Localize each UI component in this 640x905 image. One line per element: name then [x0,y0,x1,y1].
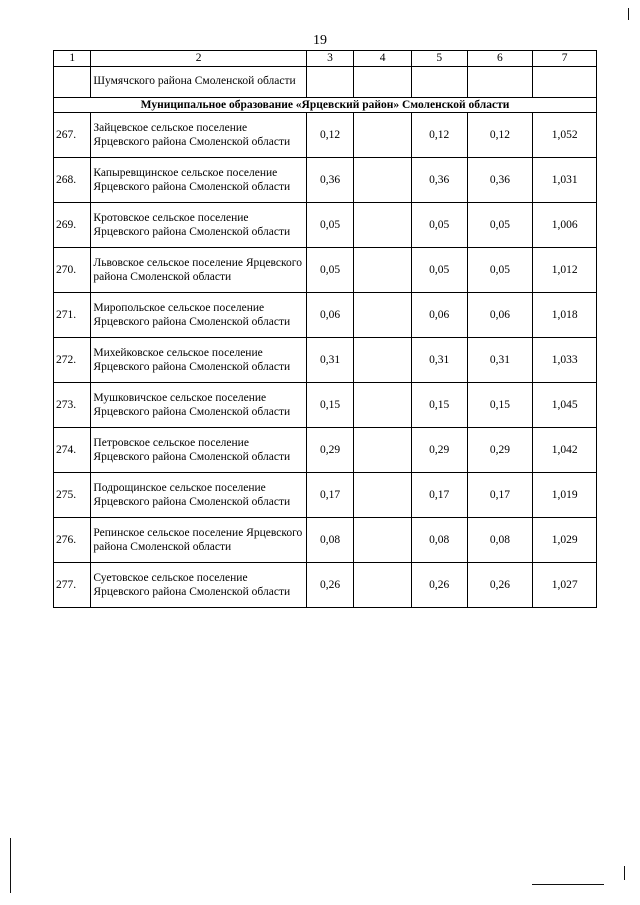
scan-mark-right-edge [624,866,625,880]
page-number: 19 [313,33,327,48]
value-col-3: 0,36 [306,158,354,203]
table-row [54,428,597,473]
table-row [54,383,597,428]
value-col-3: 0,06 [306,293,354,338]
municipality-name: Капыревщинское сельское поселение Ярцевского района Смоленской области [91,158,306,203]
value-col-7: 1,006 [533,203,597,248]
value-col-3: 0,31 [306,338,354,383]
table-row [54,338,597,383]
municipality-name: Львовское сельское поселение Ярцевского района Смоленской области [91,248,306,293]
municipality-name: Зайцевское сельское поселение Ярцевского района Смоленской области [91,113,306,158]
scan-mark-top-right [628,8,629,20]
value-col-7: 1,019 [533,473,597,518]
value-col-7: 1,045 [533,383,597,428]
value-col-3: 0,05 [306,203,354,248]
value-col-4 [354,113,412,158]
header-cell-5: 5 [411,51,467,67]
value-col-7: 1,031 [533,158,597,203]
table-row [54,248,597,293]
header-cell-6: 6 [467,51,533,67]
value-col-5: 0,06 [411,293,467,338]
value-col-4 [354,518,412,563]
value-col-4 [354,428,412,473]
row-number: 271. [54,293,91,338]
value-col-5: 0,17 [411,473,467,518]
value-col-5: 0,15 [411,383,467,428]
municipality-name: Подрощинское сельское поселение Ярцевского района Смоленской области [91,473,306,518]
row-number: 275. [54,473,91,518]
value-col-4 [354,158,412,203]
value-col-5: 0,26 [411,563,467,608]
value-col-7: 1,018 [533,293,597,338]
header-cell-4: 4 [354,51,412,67]
section-heading-row [54,97,597,113]
value-col-6: 0,15 [467,383,533,428]
table-header-row [54,51,597,67]
value-col-3: 0,08 [306,518,354,563]
scan-mark-bottom-left [10,838,11,893]
municipality-name: Шумячского района Смоленской области [91,66,306,97]
table-row [54,518,597,563]
header-cell-2: 2 [91,51,306,67]
section-title: Муниципальное образование «Ярцевский район» Смоленской области [54,97,597,113]
value-col-4 [354,248,412,293]
continuation-row [54,66,597,97]
value-col-3: 0,17 [306,473,354,518]
value-col-5: 0,12 [411,113,467,158]
value-col-5: 0,05 [411,203,467,248]
scan-mark-bottom-right [532,884,604,885]
value-col-5: 0,36 [411,158,467,203]
data-table [53,50,597,608]
row-number: 274. [54,428,91,473]
value-col-3: 0,26 [306,563,354,608]
table-row [54,158,597,203]
value-col-4 [354,293,412,338]
value-col-4 [354,563,412,608]
value-col-4 [354,338,412,383]
value-col-3: 0,15 [306,383,354,428]
value-col-7: 1,042 [533,428,597,473]
value-col-7: 1,012 [533,248,597,293]
table-row [54,203,597,248]
table-row [54,563,597,608]
value-col-5: 0,05 [411,248,467,293]
value-col-6: 0,29 [467,428,533,473]
row-number: 273. [54,383,91,428]
value-col-6: 0,05 [467,203,533,248]
value-col-3: 0,12 [306,113,354,158]
row-number: 272. [54,338,91,383]
row-number [54,66,91,97]
row-number: 269. [54,203,91,248]
value-col-7: 1,027 [533,563,597,608]
value-col-6: 0,12 [467,113,533,158]
municipality-name: Репинское сельское поселение Ярцевского района Смоленской области [91,518,306,563]
header-cell-3: 3 [306,51,354,67]
value-col-4 [354,383,412,428]
value-col-7: 1,029 [533,518,597,563]
municipality-name: Суетовское сельское поселение Ярцевского района Смоленской области [91,563,306,608]
row-number: 276. [54,518,91,563]
municipality-name: Петровское сельское поселение Ярцевского района Смоленской области [91,428,306,473]
municipality-name: Мушковичское сельское поселение Ярцевского района Смоленской области [91,383,306,428]
value-col-6: 0,17 [467,473,533,518]
value-col-7: 1,052 [533,113,597,158]
row-number: 267. [54,113,91,158]
row-number: 268. [54,158,91,203]
value-col-6: 0,06 [467,293,533,338]
table-row [54,293,597,338]
value-col-6: 0,26 [467,563,533,608]
municipality-name: Миропольское сельское поселение Ярцевского района Смоленской области [91,293,306,338]
value-col-7: 1,033 [533,338,597,383]
municipality-name: Михейковское сельское поселение Ярцевского района Смоленской области [91,338,306,383]
table-row [54,113,597,158]
value-col-4 [354,203,412,248]
row-number: 270. [54,248,91,293]
value-col-6: 0,05 [467,248,533,293]
value-col-5: 0,29 [411,428,467,473]
row-number: 277. [54,563,91,608]
value-col-6: 0,31 [467,338,533,383]
value-col-5: 0,31 [411,338,467,383]
municipality-name: Кротовское сельское поселение Ярцевского района Смоленской области [91,203,306,248]
value-col-3: 0,05 [306,248,354,293]
table-row [54,473,597,518]
header-cell-7: 7 [533,51,597,67]
value-col-5: 0,08 [411,518,467,563]
header-cell-1: 1 [54,51,91,67]
value-col-6: 0,08 [467,518,533,563]
value-col-4 [354,473,412,518]
value-col-6: 0,36 [467,158,533,203]
value-col-3: 0,29 [306,428,354,473]
